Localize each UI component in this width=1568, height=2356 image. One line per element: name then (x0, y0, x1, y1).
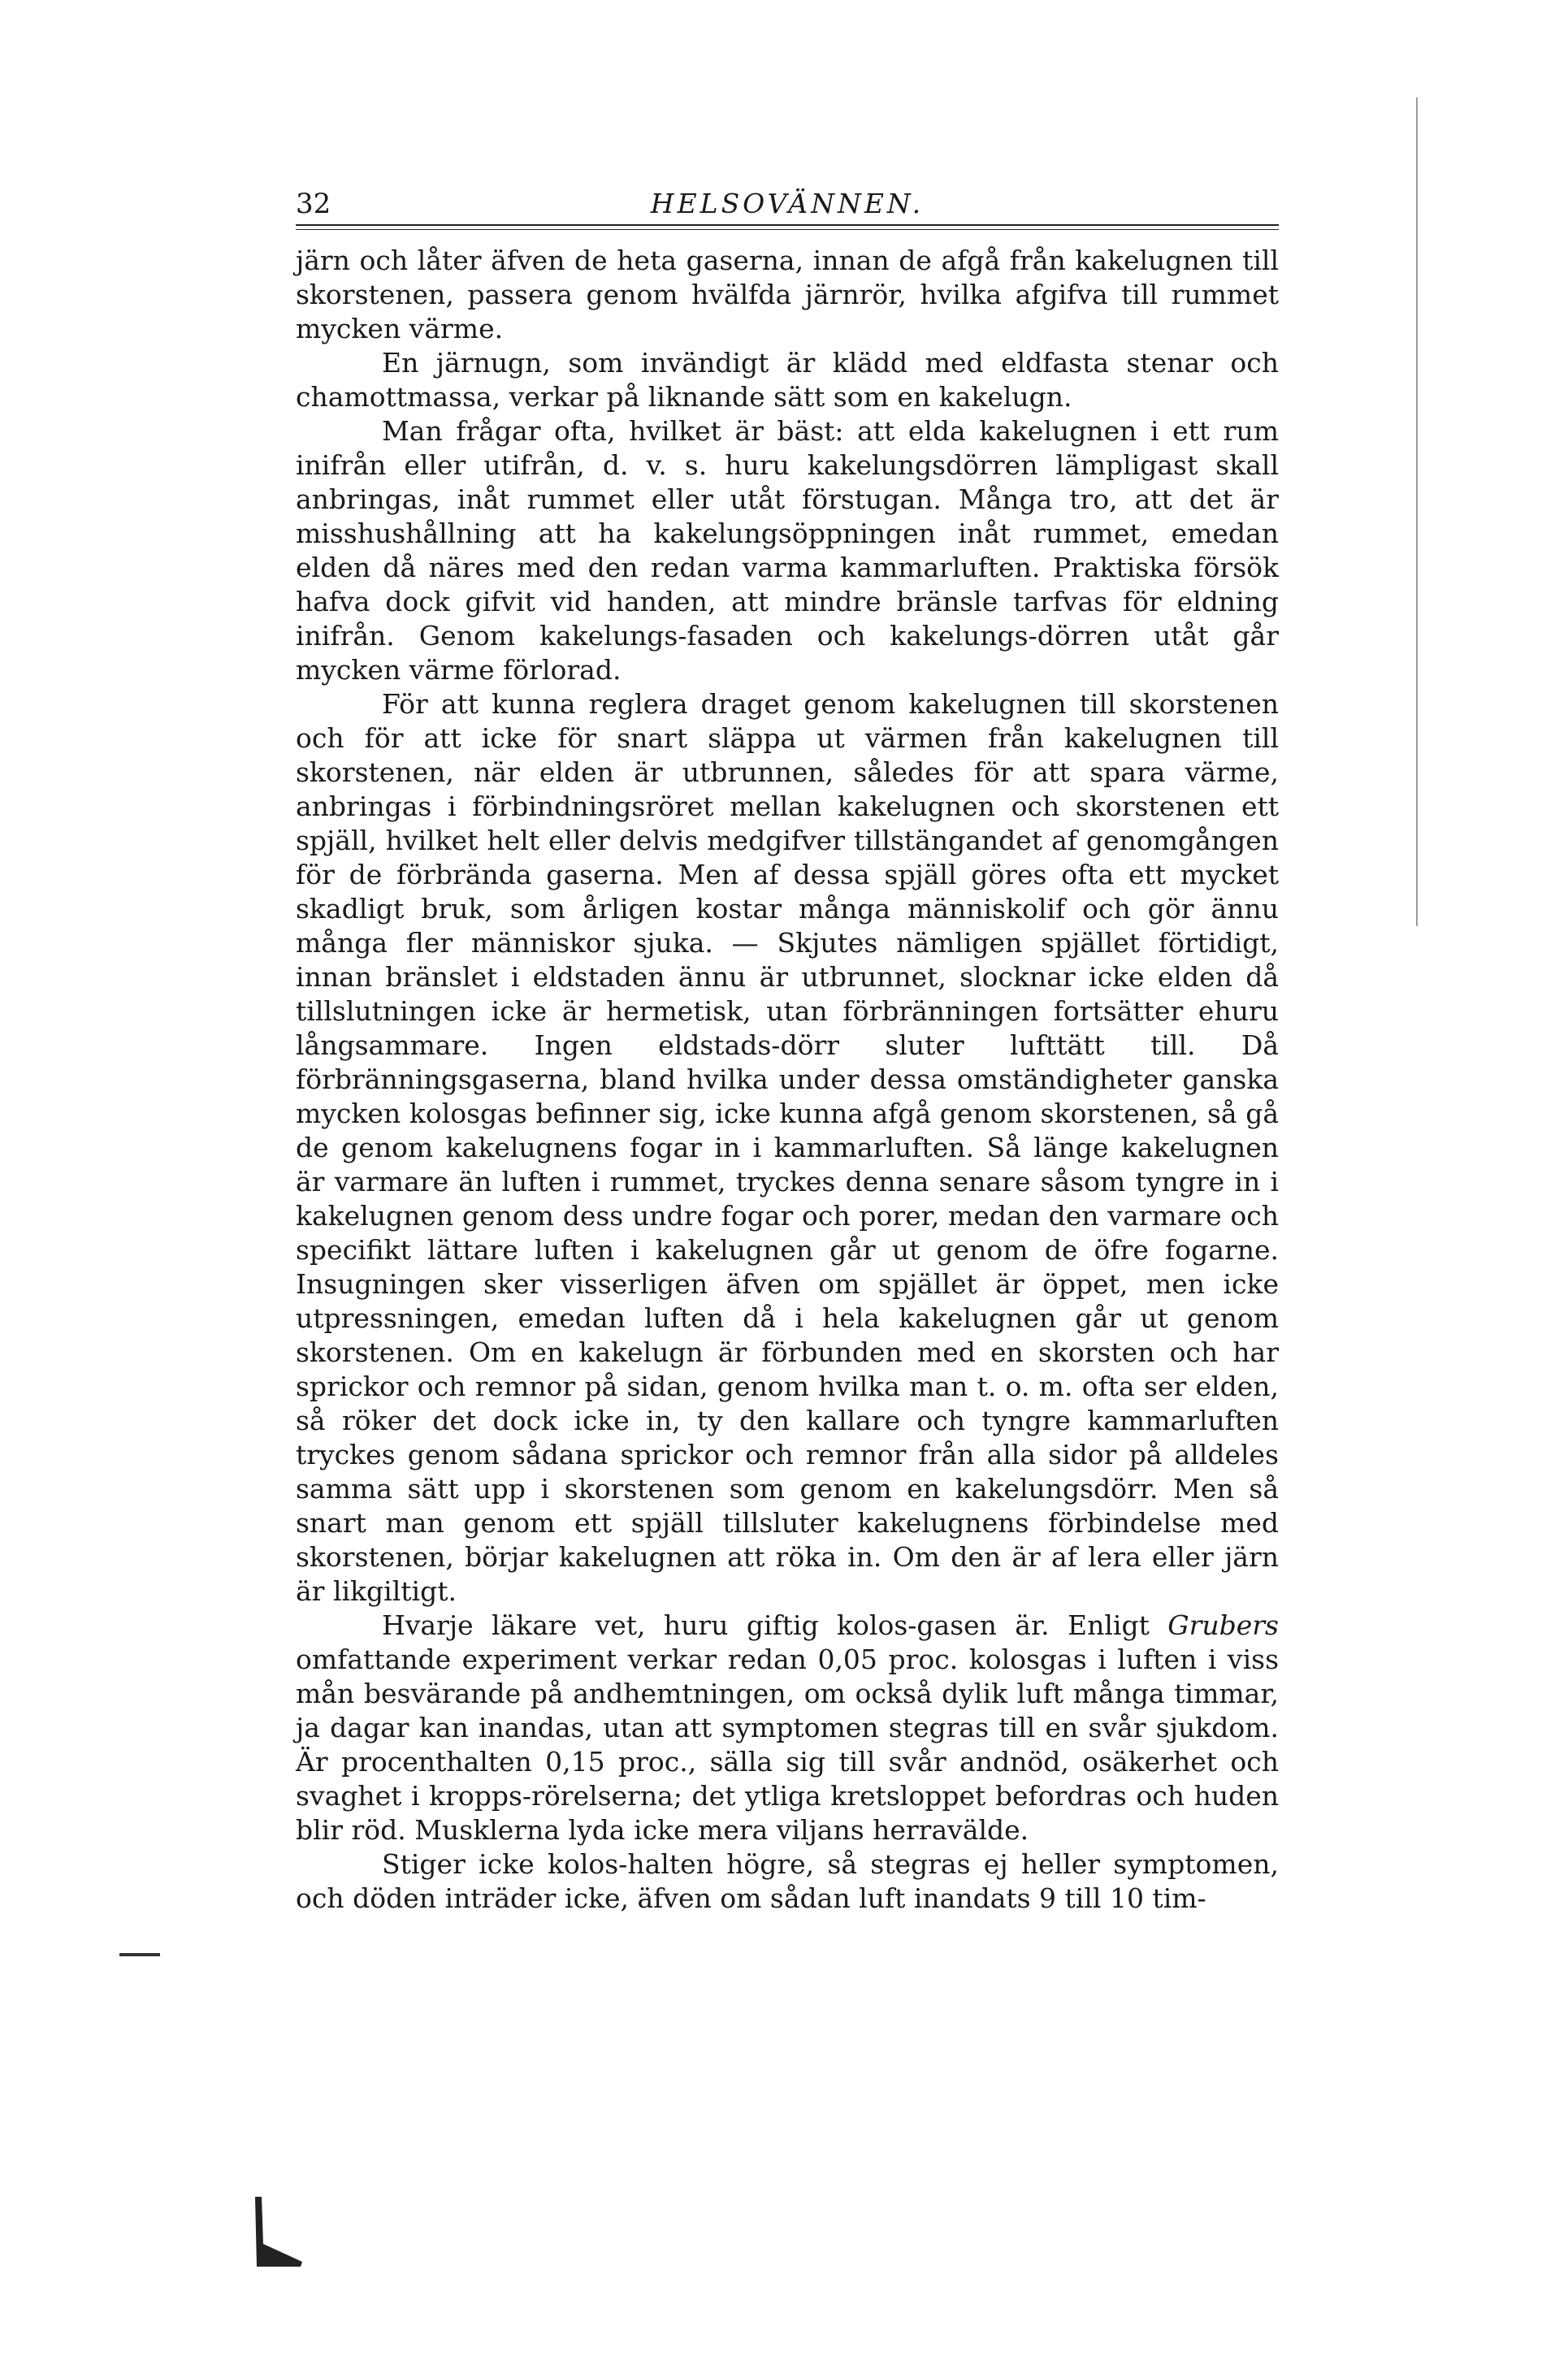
running-title: HELSOVÄNNEN. (650, 188, 925, 219)
page-header (296, 185, 1279, 223)
emphasized-name: Grubers (1167, 1609, 1279, 1641)
paragraph-text: omfattande experiment verkar redan 0,05 proc. kolosgas i luften i viss mån besvärande på andhemtningen, om också dylik luft många timmar, ja dagar kan inandas, utan att symptomen stegras till en svår sjukdom. Är procenthalten 0,15 proc., sälla sig till svår andnöd, osäkerhet och svaghet i kropps-rörelserna; det ytliga kretsloppet befordras och huden blir röd. Musklerna lyda icke mera viljans herravälde. (296, 1644, 1279, 1846)
paragraph: En järnugn, som invändigt är klädd med eldfasta stenar och chamottmassa, verkar på liknande sätt som en kakelugn. (296, 347, 1279, 413)
header-rule (296, 224, 1279, 226)
body-text (296, 244, 1279, 1916)
paragraph: Stiger icke kolos-halten högre, så stegras ej heller symptomen, och döden inträder icke, äfven om sådan luft inandats 9 till 10 tim- (296, 1848, 1279, 1914)
paragraph: För att kunna reglera draget genom kakelugnen till skorstenen och för att icke för snart släppa ut värmen från kakelugnen till skorstenen, när elden är utbrunnen, således för att spara värme, anbringas i förbindningsröret mellan kakelugnen och skorstenen ett spjäll, hvilket helt eller delvis medgifver tillstängandet af genomgången för de förbrända gaserna. Men af dessa spjäll göres ofta ett mycket skadligt bruk, som årligen kostar många människolif och gör ännu många fler människor sjuka. — Skjutes nämligen spjället förtidigt, innan bränslet i eldstaden ännu är utbrunnet, slocknar icke elden då tillslutningen icke är hermetisk, utan förbränningen fortsätter ehuru långsammare. Ingen eldstads-dörr sluter lufttätt till. Då förbränningsgaserna, bland hvilka under dessa omständigheter ganska mycken kolosgas befinner sig, icke kunna afgå genom skorstenen, så gå de genom kakelugnens fogar in i kammarluften. Så länge kakelugnen är varmare än luften i rummet, tryckes denna senare såsom tyngre in i kakelugnen genom dess undre fogar och porer, medan den varmare och specifikt lättare luften i kakelugnen går ut genom de öfre fogarne. Insugningen sker visserligen äfven om spjället är öppet, men icke utpressningen, emedan luften då i hela kakelugnen går ut genom skorstenen. Om en kakelugn är förbunden med en skorsten och har sprickor och remnor på sidan, genom hvilka man t. o. m. ofta ser elden, så röker det dock icke in, ty den kallare och tyngre kammarluften tryckes genom sådana sprickor och remnor från alla sidor på alldeles samma sätt upp i skorstenen som genom en kakelungsdörr. Men så snart man genom ett spjäll tillsluter kakelugnens förbindelse med skorstenen, börjar kakelugnen att röka in. Om den är af lera eller järn är likgiltigt. (296, 688, 1279, 1607)
header-rule-thin (296, 229, 1279, 230)
page-number: 32 (296, 188, 331, 220)
paragraph (296, 1609, 1279, 1847)
paragraph: Man frågar ofta, hvilket är bäst: att elda kakelugnen i ett rum inifrån eller utifrån, d. v. s. huru kakelungsdörren lämpligast skall anbringas, inåt rummet eller utåt förstugan. Många tro, att det är misshushållning att ha kakelungsöppningen inåt rummet, emedan elden då näres med den redan varma kammarluften. Praktiska försök hafva dock gifvit vid handen, att mindre bränsle tarfvas för eldning inifrån. Genom kakelungs-fasaden och kakelungs-dörren utåt går mycken värme förlorad. (296, 415, 1279, 686)
scan-artifact-mark (119, 1953, 160, 1956)
paragraph: järn och låter äfven de heta gaserna, innan de afgå från kakelugnen till skorstenen, passera genom hvälfda järnrör, hvilka afgifva till rummet mycken värme. (296, 245, 1279, 344)
scan-page-edge (1416, 97, 1418, 926)
scan-corner-mark (253, 2195, 310, 2268)
paragraph-text: Hvarje läkare vet, huru giftig kolos-gasen är. Enligt (382, 1609, 1168, 1641)
